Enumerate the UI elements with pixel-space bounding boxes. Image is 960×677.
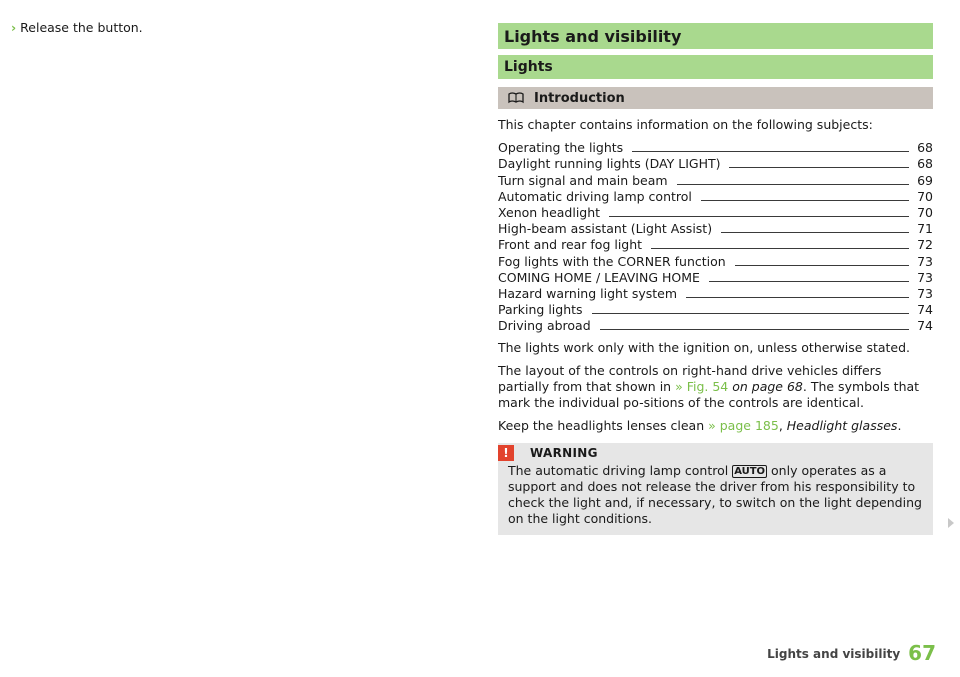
toc-entry-page: 72 bbox=[917, 237, 933, 253]
toc-entry-page: 74 bbox=[917, 302, 933, 318]
toc-entry[interactable] bbox=[498, 252, 933, 268]
toc-entry-page: 69 bbox=[917, 172, 933, 188]
toc-entry-page: 73 bbox=[917, 253, 933, 269]
paragraph-ignition: The lights work only with the ignition on, unless otherwise stated. bbox=[498, 340, 911, 356]
warning-header bbox=[498, 445, 923, 461]
toc-entry-label: High-beam assistant (Light Assist) bbox=[498, 221, 713, 237]
subsection-heading-text: Introduction bbox=[534, 90, 625, 106]
toc-entry[interactable] bbox=[498, 188, 933, 204]
toc-entry-label: Xenon headlight bbox=[498, 204, 601, 220]
toc-leader-line bbox=[609, 216, 909, 217]
toc-entry[interactable] bbox=[498, 139, 933, 155]
toc-entry[interactable] bbox=[498, 285, 933, 301]
toc-entry-label: Automatic driving lamp control bbox=[498, 188, 692, 204]
toc-leader-line bbox=[721, 232, 909, 233]
toc-entry-label: Front and rear fog light bbox=[498, 237, 643, 253]
section-heading-text: Lights bbox=[504, 59, 553, 75]
warning-title: WARNING bbox=[530, 446, 598, 461]
subsection-heading bbox=[498, 87, 933, 109]
paragraph-clean-end: . bbox=[897, 418, 902, 434]
toc-entry-label: Fog lights with the CORNER function bbox=[498, 253, 726, 269]
toc-leader-line bbox=[701, 200, 909, 201]
continue-arrow-icon bbox=[947, 517, 955, 529]
book-icon bbox=[508, 92, 524, 104]
toc-entry[interactable] bbox=[498, 171, 933, 187]
figure-link[interactable]: » Fig. 54 bbox=[675, 379, 729, 395]
toc-entry[interactable] bbox=[498, 236, 933, 252]
right-column bbox=[498, 23, 933, 535]
page-reference: on page 68 bbox=[732, 379, 803, 395]
paragraph-layout bbox=[498, 363, 933, 411]
paragraph-clean bbox=[498, 418, 933, 434]
toc-leader-line bbox=[709, 281, 909, 282]
step-text: Release the button. bbox=[20, 20, 143, 35]
reference-title: Headlight glasses bbox=[786, 418, 898, 434]
toc-entry-page: 71 bbox=[917, 221, 933, 237]
toc-entry-page: 68 bbox=[917, 156, 933, 172]
toc-entry-label: Driving abroad bbox=[498, 318, 591, 334]
warning-box bbox=[498, 443, 933, 535]
toc-leader-line bbox=[651, 248, 909, 249]
toc-leader-line bbox=[677, 184, 910, 185]
section-heading bbox=[498, 55, 933, 79]
toc-entry-label: Turn signal and main beam bbox=[498, 172, 668, 188]
paragraph-clean-sep: , bbox=[778, 418, 787, 434]
toc-entry[interactable] bbox=[498, 204, 933, 220]
page-link[interactable]: » page 185 bbox=[708, 418, 779, 434]
toc-entry-label: COMING HOME / LEAVING HOME bbox=[498, 269, 700, 285]
instruction-step bbox=[11, 19, 471, 37]
page-number: 67 bbox=[908, 641, 936, 665]
warning-icon: ! bbox=[498, 445, 514, 461]
paragraph-layout-text-end: . The symbols that mark the individual po-sitions of the controls are identical. bbox=[498, 379, 920, 411]
step-arrow: › bbox=[11, 20, 17, 35]
toc-entry[interactable] bbox=[498, 155, 933, 171]
toc-entry-page: 70 bbox=[917, 188, 933, 204]
toc-entry-page: 74 bbox=[917, 318, 933, 334]
intro-paragraph: This chapter contains information on the following subjects: bbox=[498, 117, 873, 132]
toc-leader-line bbox=[600, 329, 909, 330]
toc-entry[interactable] bbox=[498, 301, 933, 317]
toc-entry-label: Parking lights bbox=[498, 302, 583, 318]
toc-entry-page: 70 bbox=[917, 204, 933, 220]
warning-text-start: The automatic driving lamp control bbox=[508, 463, 733, 479]
toc-entry-label: Operating the lights bbox=[498, 140, 624, 156]
warning-text bbox=[508, 463, 923, 527]
auto-symbol-icon: AUTO bbox=[734, 466, 766, 478]
chapter-heading-text: Lights and visibility bbox=[504, 26, 682, 46]
warning-text-end: only operates as a support and does not release the driver from his responsibility to check the light and, if necessary, to switch on the light depending on the light conditions. bbox=[508, 463, 922, 527]
paragraph-clean-text: Keep the headlights lenses clean bbox=[498, 418, 709, 434]
page-footer bbox=[767, 641, 936, 665]
footer-chapter-name: Lights and visibility bbox=[767, 647, 901, 661]
toc-entry-page: 73 bbox=[917, 285, 933, 301]
left-column bbox=[11, 19, 471, 37]
toc-entry-label: Daylight running lights (DAY LIGHT) bbox=[498, 156, 721, 172]
toc-leader-line bbox=[592, 313, 910, 314]
toc-leader-line bbox=[735, 265, 909, 266]
chapter-heading bbox=[498, 23, 933, 49]
toc-leader-line bbox=[729, 167, 909, 168]
toc-leader-line bbox=[632, 151, 909, 152]
toc-entry-page: 73 bbox=[917, 269, 933, 285]
toc-entry[interactable] bbox=[498, 220, 933, 236]
toc-entry-page: 68 bbox=[917, 140, 933, 156]
paragraph-layout-text: The layout of the controls on right-hand drive vehicles differs partially from that shown in bbox=[498, 363, 882, 395]
toc-leader-line bbox=[686, 297, 909, 298]
table-of-contents bbox=[498, 139, 933, 333]
toc-entry[interactable] bbox=[498, 269, 933, 285]
toc-entry-label: Hazard warning light system bbox=[498, 285, 678, 301]
toc-entry[interactable] bbox=[498, 317, 933, 333]
